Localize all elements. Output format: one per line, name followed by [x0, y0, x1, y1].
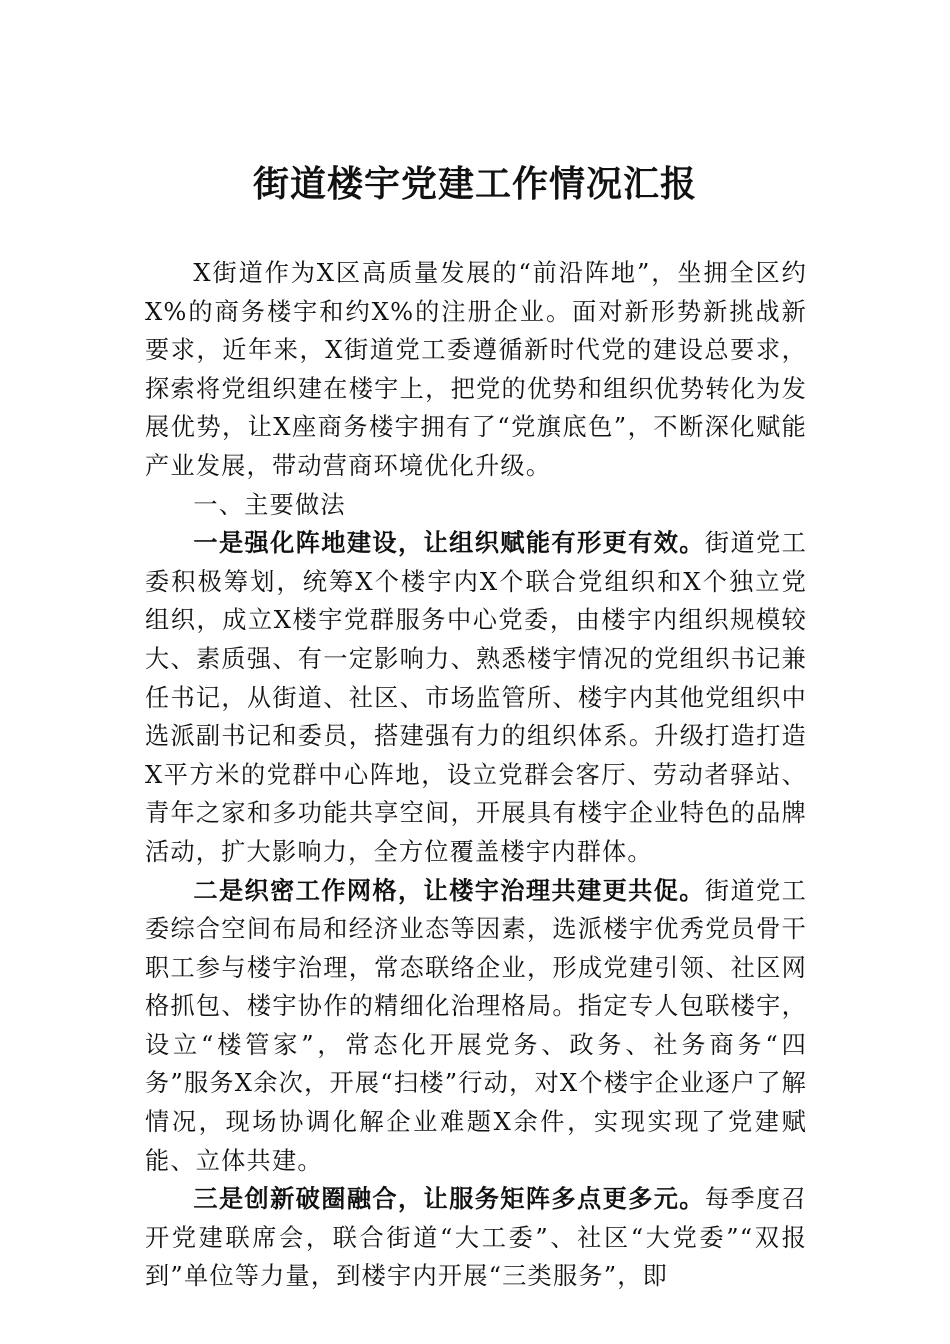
item-lead: 二是织密工作网格，让楼宇治理共建更共促。: [193, 875, 705, 905]
item-text: 每季度召开党建联席会，联合街道“大工委”、社区“大党委”“双报到”单位等力量，到楼宇内开展“三类服务”，即: [145, 1185, 807, 1291]
item-lead: 三是创新破圈融合，让服务矩阵多点更多元。: [193, 1184, 705, 1214]
item-text: 街道党工委综合空间布局和经济业态等因素，选派楼宇优秀党员骨干职工参与楼宇治理，常态联络企业，形成党建引领、社区网格抓包、楼宇协作的精细化治理格局。指定专人包联楼宇，设立“楼管家”，常态化开展党务、政务、社务商务“四务”服务X余次，开展“扫楼”行动，对X个楼宇企业逐户了解情况，现场协调化解企业难题X余件，实现实现了党建赋能、立体共建。: [145, 876, 807, 1175]
item-lead: 一是强化阵地建设，让组织赋能有形更有效。: [193, 528, 705, 558]
document-body: [145, 254, 807, 1296]
item-paragraph: [145, 524, 807, 871]
section-heading: 一、主要做法: [193, 490, 346, 519]
item-paragraph: [145, 1180, 807, 1296]
intro-paragraph: X街道作为X区高质量发展的“前沿阵地”，坐拥全区约X%的商务楼宇和约X%的注册企业。面对新形势新挑战新要求，近年来，X街道党工委遵循新时代党的建设总要求，探索将党组织建在楼宇上，把党的优势和组织优势转化为发展优势，让X座商务楼宇拥有了“党旗底色”，不断深化赋能产业发展，带动营商环境优化升级。: [145, 259, 807, 480]
document-title: 街道楼宇党建工作情况汇报: [252, 163, 697, 205]
item-text: 街道党工委积极筹划，统筹X个楼宇内X个联合党组织和X个独立党组织，成立X楼宇党群服务中心党委，由楼宇内组织规模较大、素质强、有一定影响力、熟悉楼宇情况的党组织书记兼任书记，从街道、社区、市场监管所、楼宇内其他党组织中选派副书记和委员，搭建强有力的组织体系。升级打造打造X平方米的党群中心阵地，设立党群会客厅、劳动者驿站、青年之家和多功能共享空间，开展具有楼宇企业特色的品牌活动，扩大影响力，全方位覆盖楼宇内群体。: [145, 529, 807, 866]
item-paragraph: [145, 872, 807, 1181]
